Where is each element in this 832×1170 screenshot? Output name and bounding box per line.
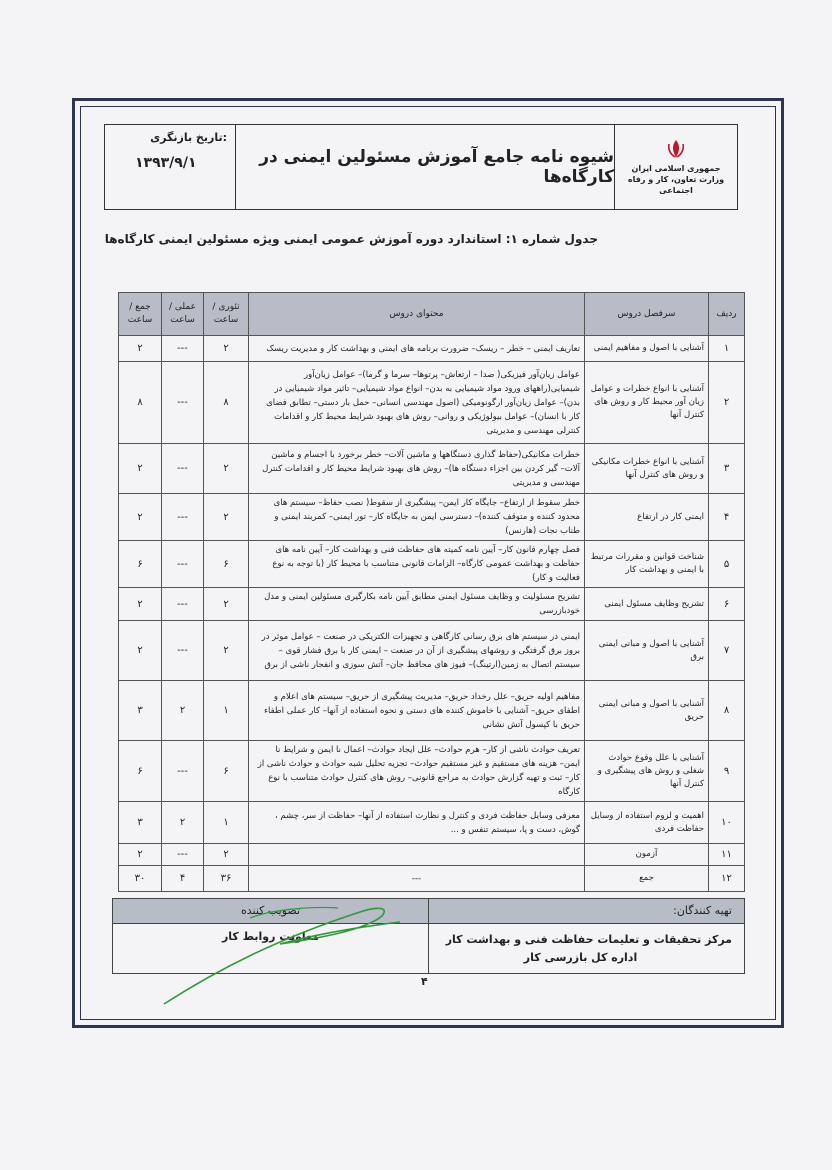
col-header-total: جمع /ساعت: [119, 293, 162, 336]
revision-date-value: ۱۳۹۳/۹/۱: [135, 155, 197, 171]
row-theory: ۲: [204, 844, 249, 866]
row-total: ۳: [119, 802, 162, 844]
table-row: [119, 336, 745, 362]
row-content: تشریح مسئولیت و وظایف مسئول ایمنی مطابق آیین نامه بکارگیری مسئولین ایمنی و مدل خودبازرسی: [249, 588, 585, 621]
row-practical: ۲: [162, 802, 204, 844]
row-title: آشنایی با اصول و مبانی ایمنی برق: [585, 621, 709, 681]
row-number: ۵: [709, 541, 745, 588]
col-header-theory: تئوری /ساعت: [204, 293, 249, 336]
page-number: ۴: [421, 975, 428, 988]
row-number: ۶: [709, 588, 745, 621]
row-theory: ۲: [204, 494, 249, 541]
row-practical: ---: [162, 588, 204, 621]
document-title: شیوه نامه جامع آموزش مسئولین ایمنی در کارگاه‌ها: [236, 125, 615, 209]
approver-name: معاونت روابط کار: [221, 930, 320, 943]
row-total: ۲: [119, 336, 162, 362]
row-content: ---: [249, 866, 585, 892]
iran-emblem-icon: [665, 138, 687, 160]
table-row: [119, 741, 745, 802]
row-title: اهمیت و لزوم استفاده از وسایل حفاظت فردی: [585, 802, 709, 844]
row-practical: ---: [162, 541, 204, 588]
table-row: [119, 362, 745, 444]
row-theory: ۶: [204, 541, 249, 588]
row-title: آشنایی با انواع خطرات و عوامل زیان آور محیط کار و روش های کنترل آنها: [585, 362, 709, 444]
row-content: خطر سقوط از ارتفاع– جایگاه کار ایمن– پیشگیری از سقوط( نصب حفاظ– سیستم های محدود کننده و متوقف کننده)– دسترسی ایمن به جایگاه کار– تور ایمنی– کمربند ایمنی و طناب نجات (هارنس): [249, 494, 585, 541]
row-theory: ۱: [204, 681, 249, 741]
row-content: [249, 844, 585, 866]
table-row: [119, 844, 745, 866]
col-header-content: محتوای دروس: [249, 293, 585, 336]
col-header-row: ردیف: [709, 293, 745, 336]
revision-date-label: تاریخ بازنگری:: [150, 131, 227, 144]
course-standard-table: [118, 292, 745, 892]
row-number: ۱۱: [709, 844, 745, 866]
col-header-practical: عملی /ساعت: [162, 293, 204, 336]
row-number: ۷: [709, 621, 745, 681]
row-practical: ---: [162, 844, 204, 866]
row-practical: ---: [162, 494, 204, 541]
prepared-by-label: تهیه کنندگان:: [429, 899, 744, 924]
row-total: ۲: [119, 494, 162, 541]
row-total: ۶: [119, 541, 162, 588]
logo-line-2: وزارت تعاون، کار و رفاه اجتماعی: [627, 175, 725, 195]
table-row: [119, 444, 745, 494]
prepared-by-line-2: اداره کل بازرسی کار: [523, 950, 638, 964]
row-total: ۲: [119, 621, 162, 681]
row-practical: ۴: [162, 866, 204, 892]
row-content: ایمنی در سیستم های برق رسانی کارگاهی و تجهیزات الکتریکی در صنعت – عوامل موثر در بروز برق گرفتگی و روشهای پیشگیری از آن در صنعت – ایمنی کار با برق فشار قوی – سیستم اتصال به زمین(ارتینگ)– فیوز های محافظ جان– آتش سوزی و انفجار ناشی از برق: [249, 621, 585, 681]
row-theory: ۲: [204, 621, 249, 681]
row-content: معرفی وسایل حفاظت فردی و کنترل و نظارت استفاده از آنها– حفاظت از سر، چشم ، گوش، دست و پا، سیستم تنفس و ...: [249, 802, 585, 844]
row-theory: ۱: [204, 802, 249, 844]
row-total: ۲: [119, 588, 162, 621]
row-title: جمع: [585, 866, 709, 892]
row-total: ۸: [119, 362, 162, 444]
ministry-logo: [615, 125, 737, 209]
row-number: ۲: [709, 362, 745, 444]
row-theory: ۲: [204, 444, 249, 494]
row-content: عوامل زیان‌آور فیزیکی( صدا – ارتعاش– پرتوها– سرما و گرما)– عوامل زیان‌آور شیمیایی(راههای ورود مواد شیمیایی به بدن– انواع مواد شیمیایی– تاثیر مواد شیمیایی در بدن)– عوامل زیان‌آور ارگونومیکی (اصول مهندسی انسانی– حمل بار دستی– تطابق فضای کار با انسان)– عوامل بیولوژیکی و روانی– روش های بهبود شرایط محیط کار و اقدامات کنترلی مهندسی و مدیریتی: [249, 362, 585, 444]
row-title: آشنایی با اصول و مفاهیم ایمنی: [585, 336, 709, 362]
logo-line-1: جمهوری اسلامی ایران: [631, 164, 721, 173]
row-title: آزمون: [585, 844, 709, 866]
row-practical: ---: [162, 444, 204, 494]
table-row: [119, 621, 745, 681]
table-row: [119, 802, 745, 844]
row-practical: ۲: [162, 681, 204, 741]
revision-date-box: [105, 125, 236, 209]
table-header-row: [119, 293, 745, 336]
row-number: ۱۰: [709, 802, 745, 844]
document-header: [104, 124, 738, 210]
row-title: ایمنی کار در ارتفاع: [585, 494, 709, 541]
row-title: آشنایی با انواع خطرات مکانیکی و روش های کنترل آنها: [585, 444, 709, 494]
col-header-title: سرفصل دروس: [585, 293, 709, 336]
table-row: [119, 588, 745, 621]
row-theory: ۶: [204, 741, 249, 802]
row-practical: ---: [162, 362, 204, 444]
row-content: خطرات مکانیکی(حفاظ گذاری دستگاهها و ماشین آلات– خطر برخورد با اجسام و ماشین آلات– گیر کردن بین اجزاء دستگاه ها)– روش های بهبود شرایط محیط کار و اقدامات کنترل مهندسی و مدیریتی: [249, 444, 585, 494]
handwritten-signature: [160, 898, 420, 1008]
row-practical: ---: [162, 621, 204, 681]
row-number: ۹: [709, 741, 745, 802]
table-caption: جدول شماره ۱: استاندارد دوره آموزش عمومی ایمنی ویژه مسئولین ایمنی کارگاه‌ها: [104, 232, 598, 246]
row-number: ۸: [709, 681, 745, 741]
prepared-by-line-1: مرکز تحقیقات و تعلیمات حفاظت فنی و بهداشت کار: [445, 932, 732, 946]
row-total: ۲: [119, 444, 162, 494]
row-theory: ۸: [204, 362, 249, 444]
row-title: شناخت قوانین و مقررات مرتبط با ایمنی و بهداشت کار: [585, 541, 709, 588]
row-title: آشنایی با اصول و مبانی ایمنی حریق: [585, 681, 709, 741]
table-row: [119, 681, 745, 741]
row-title: تشریح وظایف مسئول ایمنی: [585, 588, 709, 621]
row-theory: ۲: [204, 588, 249, 621]
row-theory: ۲: [204, 336, 249, 362]
row-total: ۲: [119, 844, 162, 866]
row-total: ۳: [119, 681, 162, 741]
row-number: ۱۲: [709, 866, 745, 892]
row-content: تعاریف ایمنی – خطر – ریسک– ضرورت برنامه های ایمنی و بهداشت کار و مدیریت ریسک: [249, 336, 585, 362]
row-number: ۳: [709, 444, 745, 494]
row-content: فصل چهارم قانون کار– آیین نامه کمیته های حفاظت فنی و بهداشت کار– آیین نامه های حفاظت و بهداشت عمومی کارگاه– الزامات قانونی متناسب با محیط کار (با توجه به نوع فعالیت و کار): [249, 541, 585, 588]
row-content: تعریف حوادث ناشی از کار– هرم حوادث– علل ایجاد حوادث– اعمال نا ایمن و شرایط نا ایمن– هزینه های مستقیم و غیر مستقیم حوادث– تجزیه تحلیل شبه حوادث و حوادث ناشی از کار– ثبت و تهیه گزارش حوادث به مراجع قانونی– روش های کنترل حوادث متناسب با نوع کارگاه: [249, 741, 585, 802]
table-row: [119, 541, 745, 588]
row-theory: ۳۶: [204, 866, 249, 892]
prepared-by-section: [429, 899, 744, 973]
row-content: مفاهیم اولیه حریق– علل رخداد حریق– مدیریت پیشگیری از حریق– سیستم های اعلام و اطفای حریق– آشنایی با خاموش کننده های دستی و نحوه استفاده از آنها– کار عملی اطفاء حریق با کپسول آتش نشانی: [249, 681, 585, 741]
approver-label: تصویب کننده: [113, 899, 428, 924]
table-row: [119, 494, 745, 541]
row-practical: ---: [162, 336, 204, 362]
row-practical: ---: [162, 741, 204, 802]
row-total: ۳۰: [119, 866, 162, 892]
table-row: [119, 866, 745, 892]
row-title: آشنایی با علل وقوع حوادث شغلی و روش های پیشگیری و کنترل آنها: [585, 741, 709, 802]
row-number: ۱: [709, 336, 745, 362]
row-number: ۴: [709, 494, 745, 541]
row-total: ۶: [119, 741, 162, 802]
